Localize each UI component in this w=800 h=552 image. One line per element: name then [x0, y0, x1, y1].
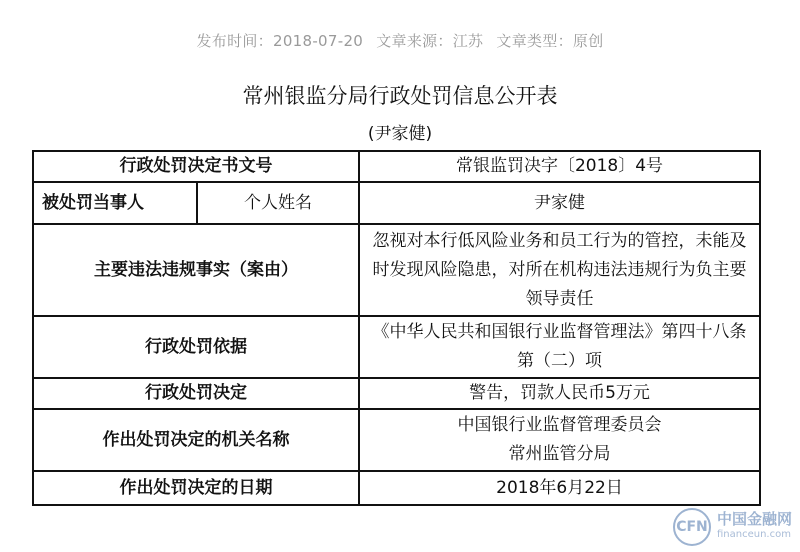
- watermark-text: [717, 511, 792, 543]
- basis-label: 行政处罚依据: [33, 316, 359, 378]
- basis-value: 《中华人民共和国银行业监督管理法》第四十八条第（二）项: [359, 316, 760, 378]
- table-row: [33, 151, 760, 182]
- party-value: 尹家健: [359, 182, 760, 224]
- doc-no-value: 常银监罚决字〔2018〕4号: [359, 151, 760, 182]
- table-row: [33, 409, 760, 471]
- decision-label: 行政处罚决定: [33, 378, 359, 409]
- article-type: 文章类型：原创: [496, 32, 604, 50]
- page-subtitle: (尹家健): [367, 124, 433, 144]
- facts-label: 主要违法违规事实（案由）: [33, 224, 359, 316]
- party-sub-label: 个人姓名: [197, 182, 359, 224]
- authority-value-line-1: 中国银行业监督管理委员会: [457, 415, 662, 435]
- authority-label: 作出处罚决定的机关名称: [33, 409, 359, 471]
- article-source: 文章来源：江苏: [376, 32, 484, 50]
- table-row: [33, 224, 760, 316]
- penalty-info-table: [32, 150, 761, 506]
- article-meta: [0, 30, 800, 51]
- watermark-cn: 中国金融网: [716, 510, 792, 528]
- date-value: 2018年6月22日: [359, 471, 760, 505]
- doc-no-label: 行政处罚决定书文号: [33, 151, 359, 182]
- page-title: 常州银监分局行政处罚信息公开表: [242, 84, 558, 108]
- date-label: 作出处罚决定的日期: [33, 471, 359, 505]
- publish-time: 发布时间：2018-07-20: [196, 32, 364, 50]
- table-row: [33, 182, 760, 224]
- table-row: [33, 316, 760, 378]
- table-row: [33, 378, 760, 409]
- authority-value-line-2: 常州监管分局: [508, 444, 611, 464]
- watermark-en: financeun.com: [716, 529, 791, 540]
- watermark: [673, 508, 792, 546]
- authority-value: [359, 409, 760, 471]
- watermark-logo-icon: CFN: [673, 508, 711, 546]
- decision-value: 警告，罚款人民币5万元: [359, 378, 760, 409]
- party-label: 被处罚当事人: [33, 182, 197, 224]
- table-row: [33, 471, 760, 505]
- facts-value: 忽视对本行低风险业务和员工行为的管控，未能及时发现风险隐患，对所在机构违法违规行为负主要领导责任: [359, 224, 760, 316]
